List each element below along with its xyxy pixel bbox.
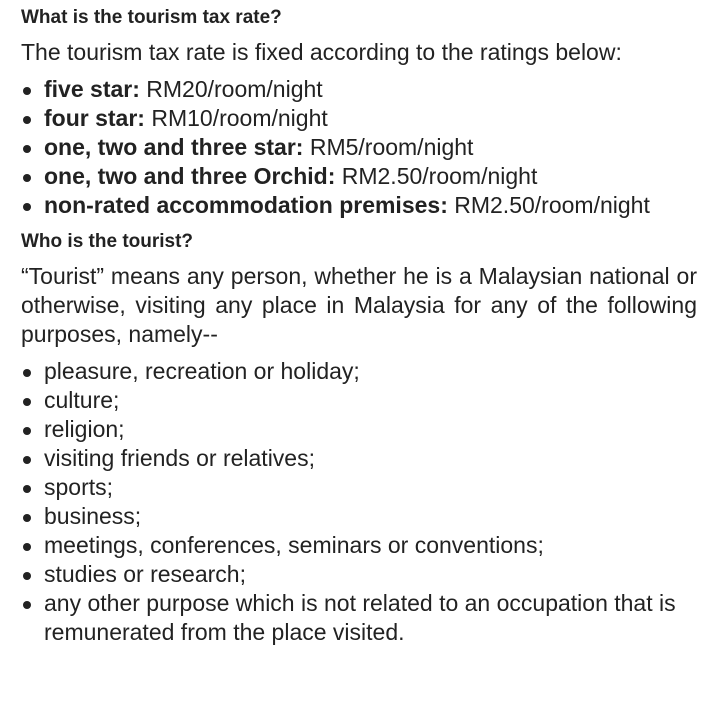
list-item: studies or research; [21, 560, 697, 589]
tax-rate-intro: The tourism tax rate is fixed according to the ratings below: [21, 39, 622, 65]
list-item: religion; [21, 415, 697, 444]
list-item: any other purpose which is not related to an occupation that is remunerated from the place visited. [21, 589, 697, 647]
list-item [21, 133, 697, 162]
list-item: meetings, conferences, seminars or conventions; [21, 531, 697, 560]
rating-term: one, two and three star: [44, 134, 304, 160]
purpose-list [21, 357, 697, 647]
list-item [21, 191, 697, 220]
list-item [21, 104, 697, 133]
tax-rate-list [21, 75, 697, 220]
section-heading-tourist: Who is the tourist? [21, 231, 194, 252]
section-heading-tax-rate: What is the tourism tax rate? [21, 7, 282, 28]
rating-value: RM20/room/night [139, 76, 323, 102]
list-item: visiting friends or relatives; [21, 444, 697, 473]
rating-value: RM10/room/night [144, 105, 328, 131]
list-item [21, 162, 697, 191]
rating-value: RM2.50/room/night [447, 192, 650, 218]
tourist-definition: “Tourist” means any person, whether he is a Malaysian national or otherwise, visiting any place in Malaysia for any of the following purposes, namely-- [21, 263, 697, 347]
rating-value: RM2.50/room/night [335, 163, 538, 189]
rating-term: five star: [44, 76, 140, 102]
list-item: sports; [21, 473, 697, 502]
list-item: business; [21, 502, 697, 531]
rating-term: non-rated accommodation premises: [44, 192, 448, 218]
rating-value: RM5/room/night [303, 134, 474, 160]
rating-term: one, two and three Orchid: [44, 163, 336, 189]
list-item: culture; [21, 386, 697, 415]
list-item [21, 75, 697, 104]
rating-term: four star: [44, 105, 145, 131]
list-item: pleasure, recreation or holiday; [21, 357, 697, 386]
